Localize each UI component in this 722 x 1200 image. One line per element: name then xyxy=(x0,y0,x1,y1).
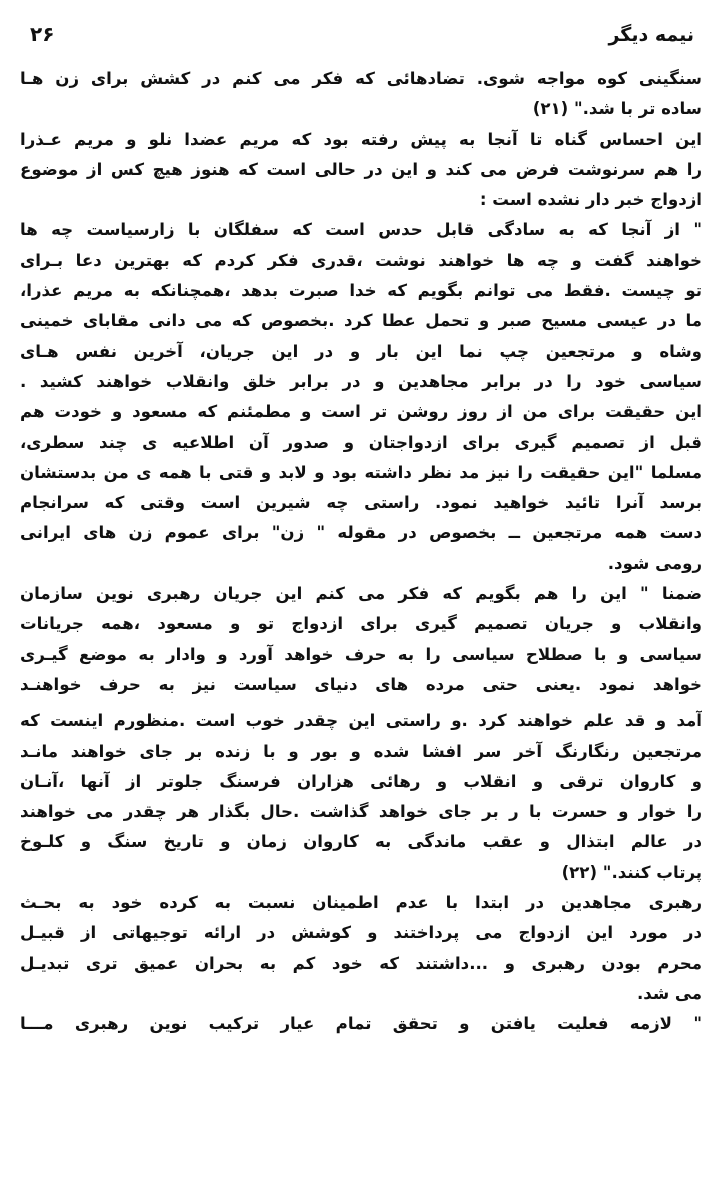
text-line: در مورد این ازدواج می پرداختند و کوشش در ارائه توجیهاتی از قبیـل xyxy=(20,923,702,943)
text-line: سیاسی و با صطلاح سیاسی را به حرف خواهد آورد و وادار به موضع گیـری xyxy=(20,644,702,664)
text-line: در عالم ابتذال و عقب ماندگی به کاروان زمان و تاریخ سنگ و کلـوخ xyxy=(20,832,702,852)
text-line: پرتاب کنند." (۲۲) xyxy=(561,862,702,882)
text-line: رهبری مجاهدین در ابتدا با عدم اطمینان نسبت به کرده خود به بحـث xyxy=(20,893,702,913)
text-line: محرم بودن رهبری و ...داشتند که خود کم به بحران عمیق تری تبدیـل xyxy=(20,953,702,973)
text-line: و کاروان ترقی و انقلاب و رهائی هزاران فرسنگ جلوتر از آنها ،آنـان xyxy=(20,771,702,791)
text-line: سنگینی کوه مواجه شوی. تضادهائی که فکر می کنم در کشش برای زن هـا xyxy=(20,69,702,88)
text-line: آمد و قد علم خواهند کرد .و راستی این چقدر خوب است .منظورم اینست که xyxy=(20,711,702,731)
text-line: وشاه و مرتجعین چپ نما این بار و در این جریان، آخرین نفس هـای xyxy=(20,341,702,361)
text-line: این حقیقت برای من از روز روشن تر است و مطمئنم که مسعود و خودت هم xyxy=(20,402,702,422)
text-line: قبل از تصمیم گیری برای ازدواجتان و صدور آن اطلاعیه ی چند سطری، xyxy=(20,432,702,452)
running-title: نیمه دیگر xyxy=(608,24,694,46)
text-line: می شد. xyxy=(636,983,702,1003)
page-number: ۲۶ xyxy=(30,22,55,46)
text-line: رومی شود. xyxy=(607,553,702,573)
text-line: ضمنا " این را هم بگویم که فکر می کنم این جریان رهبری نوین سازمان xyxy=(20,584,702,604)
text-line: این احساس گناه تا آنجا به پیش رفته بود که مریم عضدا نلو و مریم عـذرا xyxy=(20,129,702,149)
text-line: مرتجعین رنگارنگ آخر سر افشا شده و بور و با زنده بر جای خواهند مانـد xyxy=(20,741,702,761)
text-line: " لازمه فعلیت یافتن و تحقق تمام عیار ترکیب نوین رهبری مـــا xyxy=(20,1014,702,1034)
text-line: ساده تر با شد." (۲۱) xyxy=(532,99,702,119)
text-line: دست همه مرتجعین ــ بخصوص در مقوله " زن" برای عموم زن های ایرانی xyxy=(20,523,702,543)
text-line: را هم سرنوشت فرض می کند و این در حالی است که هنوز هیچ کس از موضوع xyxy=(20,159,702,179)
text-line: وانقلاب و جریان تصمیم گیری برای ازدواج تو و مسعود ،همه جریانات xyxy=(20,614,702,634)
text-line: مسلما "این حقیقت را نیز مد نظر داشته بود و لابد و قتی با همه ی من بدستشان xyxy=(20,462,702,482)
text-line: ما در عیسی مسیح صبر و تحمل عطا کرد .بخصوص که می دانی مقابای خمینی xyxy=(20,311,702,331)
text-line: تو چیست .فقط می توانم بگویم که خدا صبرت بدهد ،همچنانکه به مریم عذرا، xyxy=(20,281,702,301)
body-text xyxy=(20,64,702,1040)
text-line: سیاسی خود را در برابر مجاهدین و در برابر خلق وانقلاب خواهند کشید . xyxy=(20,371,702,391)
text-line: خواهد نمود .یعنی حتی مرده های دنیای سیاست نیز به حرف خواهنـد xyxy=(20,674,702,694)
text-line: را خوار و حسرت با ر بر جای خواهد گذاشت .حال بگذار هر چقدر می خواهند xyxy=(20,802,702,822)
text-line: " از آنجا که به سادگی قابل حدس است که سفلگان با زارسیاست چه ها xyxy=(20,220,702,240)
text-line: خواهند گفت و چه ها خواهند نوشت ،قدری فکر کردم که بهترین دعا بـرای xyxy=(20,250,702,270)
page-header xyxy=(20,22,702,64)
text-line: برسد آنرا تائید خواهید نمود. راستی چه شیرین است وقتی که سرانجام xyxy=(20,493,702,513)
text-line: ازدواج خبر دار نشده است : xyxy=(479,190,702,210)
